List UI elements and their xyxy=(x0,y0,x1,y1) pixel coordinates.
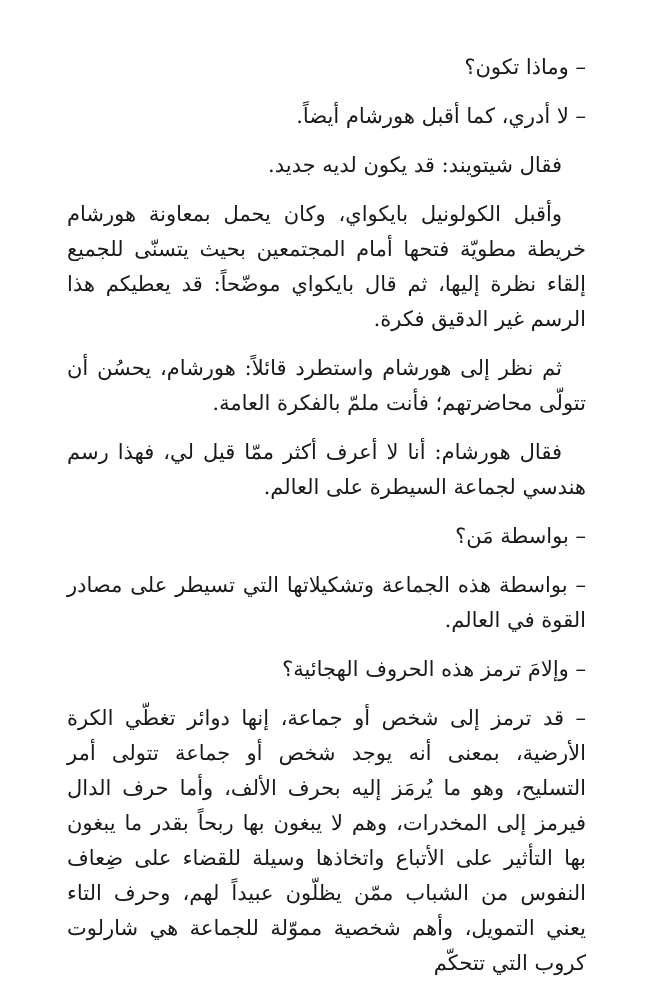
dialogue-line-by-group: – بواسطة هذه الجماعة وتشكيلاتها التي تسيطر على مصادر القوة في العالم. xyxy=(67,573,586,632)
dialogue-line-letters: – وإلامَ ترمز هذه الحروف الهجائية؟ xyxy=(282,657,586,681)
paragraph-symbols-explanation: – قد ترمز إلى شخص أو جماعة، إنها دوائر تغطّي الكرة الأرضية، بمعنى أنه يوجد شخص أو جماعة تتولى أمر التسليح، وهو ما يُرمَز إليه بحرف الألف، وأما حرف الدال فيرمز إلى المخدرات، وهم لا يبغون بها ربحاً بقدر ما يبغون بها التأثير على الأتباع واتخاذها وسيلة للقضاء على ضِعاف النفوس من الشباب ممّن يظلّون عبيداً لهم، وحرف التاء يعني التمويل، وأهم شخصية مموّلة للجماعة هي شارلوت كروب التي تتحكّم xyxy=(67,706,586,975)
book-page-text xyxy=(67,50,586,995)
paragraph-colonel-map: وأقبل الكولونيل بايكواي، وكان يحمل بمعاونة هورشام خريطة مطويّة فتحها أمام المجتمعين بحيث يتسنّى للجميع إلقاء نظرة إليها، ثم قال بايكواي موضّحاً: قد يعطيكم هذا الرسم غير الدقيق فكرة. xyxy=(67,202,586,331)
paragraph-horsham-reply: فقال هورشام: أنا لا أعرف أكثر ممّا قيل لي، فهذا رسم هندسي لجماعة السيطرة على العالم. xyxy=(67,440,586,499)
dialogue-line-by-whom: – بواسطة مَن؟ xyxy=(455,524,586,548)
dialogue-line-what-is-it: – وماذا تكون؟ xyxy=(464,55,586,79)
dialogue-line-i-dont-know: – لا أدري، كما أقبل هورشام أيضاً. xyxy=(296,104,586,128)
paragraph-chetwynd: فقال شيتويند: قد يكون لديه جديد. xyxy=(268,153,562,177)
paragraph-horsham-lecture: ثم نظر إلى هورشام واستطرد قائلاً: هورشام، يحسُن أن تتولّى محاضرتهم؛ فأنت ملمّ بالفكرة العامة. xyxy=(67,356,586,415)
